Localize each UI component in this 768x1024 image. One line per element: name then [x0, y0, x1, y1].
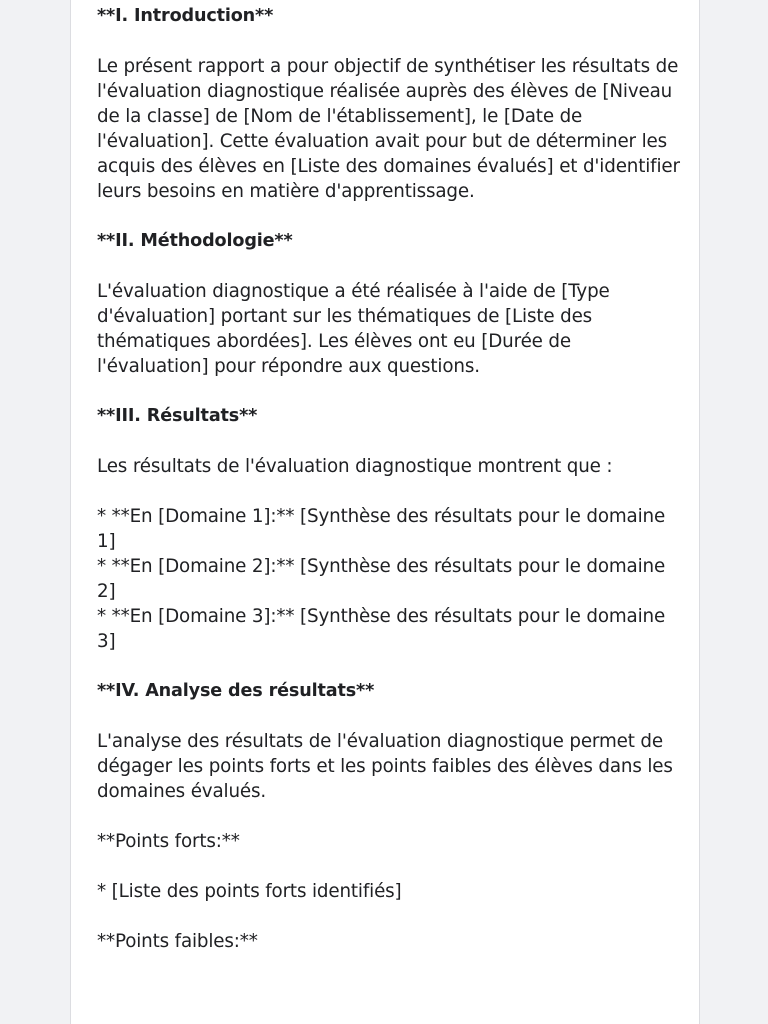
- analysis-paragraph: L'analyse des résultats de l'évaluation diagnostique permet de dégager les points forts et les points faibles des élèves dans les domaines évalués.: [97, 731, 673, 802]
- section-heading-results: **III. Résultats**: [97, 406, 258, 426]
- list-item: * **En [Domaine 3]:** [Synthèse des résultats pour le domaine 3]: [97, 606, 666, 652]
- section-heading-analysis: **IV. Analyse des résultats**: [97, 681, 375, 701]
- document-page: [70, 0, 700, 1024]
- list-item: * **En [Domaine 1]:** [Synthèse des résultats pour le domaine 1]: [97, 506, 666, 552]
- strengths-label: **Points forts:**: [97, 831, 240, 852]
- results-list: [97, 504, 687, 654]
- strengths-item: * [Liste des points forts identifiés]: [97, 881, 402, 902]
- results-paragraph: Les résultats de l'évaluation diagnostique montrent que :: [97, 456, 613, 477]
- section-heading-introduction: **I. Introduction**: [97, 6, 274, 26]
- section-heading-methodology: **II. Méthodologie**: [97, 231, 293, 251]
- document-content: [97, 4, 687, 954]
- list-item: * **En [Domaine 2]:** [Synthèse des résultats pour le domaine 2]: [97, 556, 666, 602]
- weaknesses-label: **Points faibles:**: [97, 931, 258, 952]
- introduction-paragraph: Le présent rapport a pour objectif de synthétiser les résultats de l'évaluation diagnostique réalisée auprès des élèves de [Niveau de la classe] de [Nom de l'établissement], le [Date de l'évaluation]. Cette évaluation avait pour but de déterminer les acquis des élèves en [Liste des domaines évalués] et d'identifier leurs besoins en matière d'apprentissage.: [97, 56, 680, 202]
- methodology-paragraph: L'évaluation diagnostique a été réalisée à l'aide de [Type d'évaluation] portant sur les thématiques de [Liste des thématiques abordées]. Les élèves ont eu [Durée de l'évaluation] pour répondre aux questions.: [97, 281, 610, 377]
